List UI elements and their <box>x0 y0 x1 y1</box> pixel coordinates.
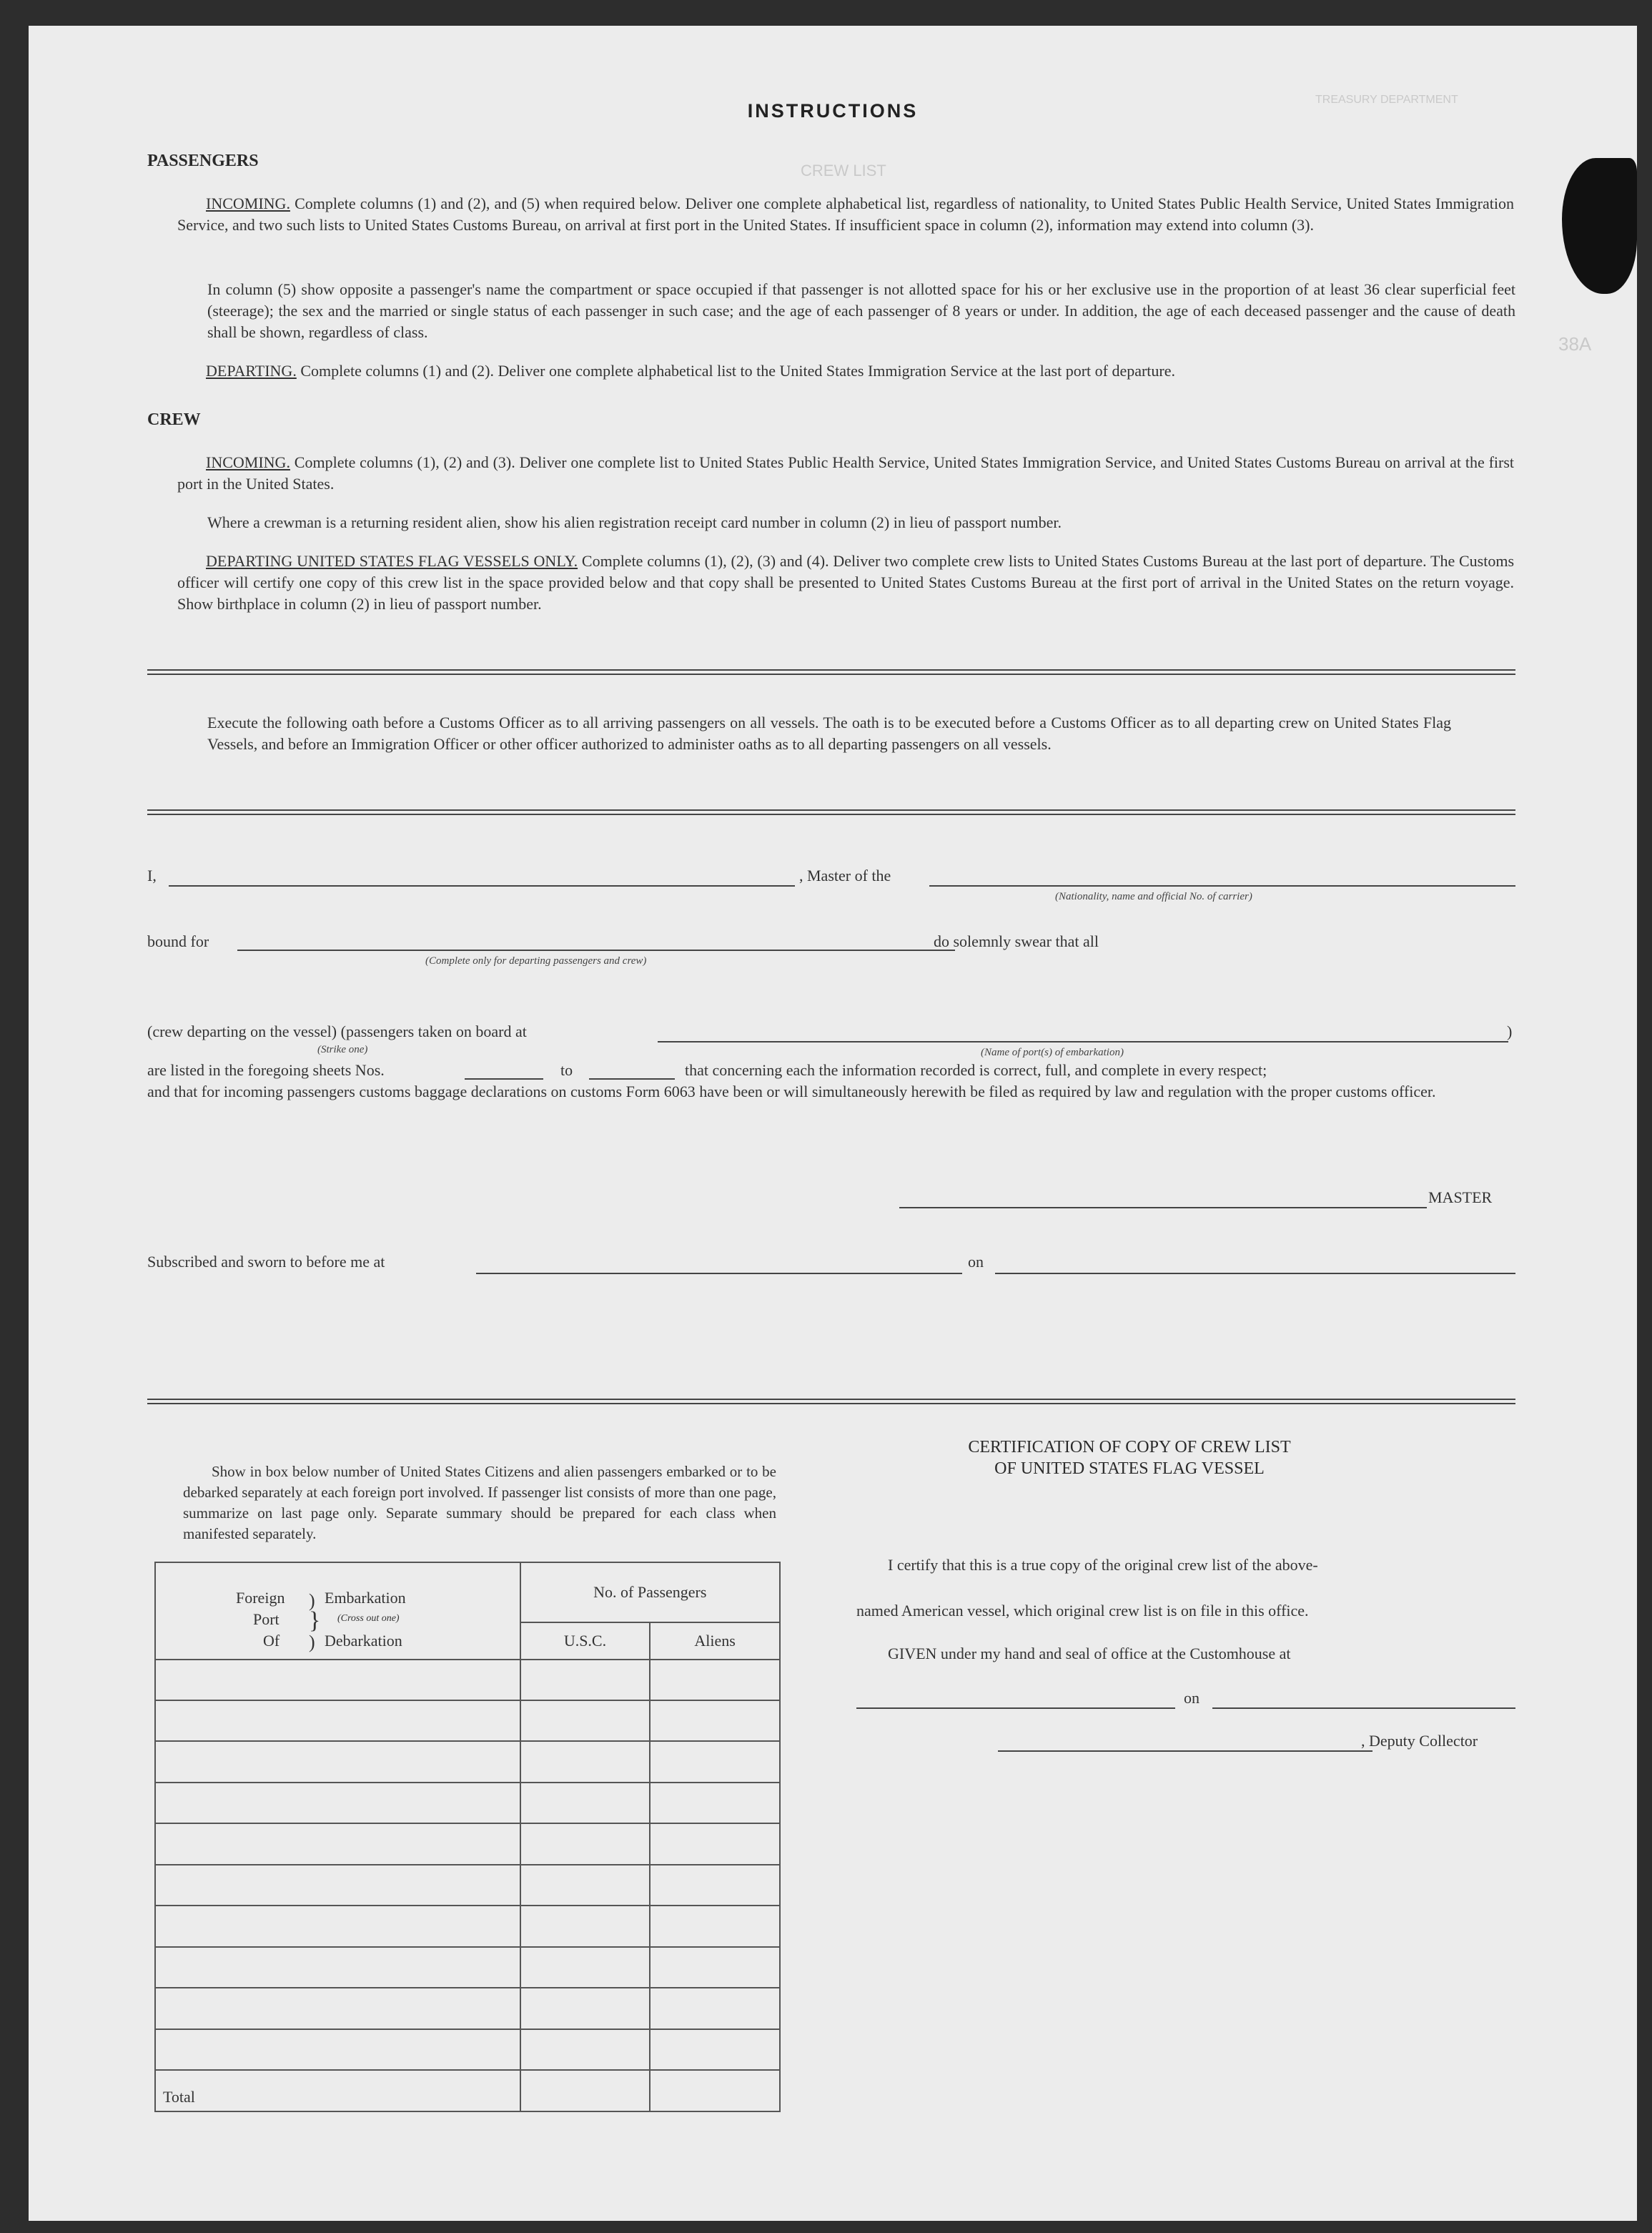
brace-glyph: ) <box>309 1589 315 1611</box>
port-header-cell <box>155 1562 520 1660</box>
crew-departing-paragraph <box>177 551 1514 615</box>
column5-paragraph <box>207 279 1515 343</box>
usc-cell[interactable] <box>520 1906 651 1946</box>
given-line: GIVEN under my hand and seal of office at the Customhouse at <box>888 1645 1291 1662</box>
usc-cell[interactable] <box>520 1660 651 1700</box>
table-row <box>155 1783 780 1823</box>
cross-out-caption: (Cross out one) <box>337 1612 400 1624</box>
crew-departing-label: DEPARTING UNITED STATES FLAG VESSELS ONLY. <box>206 552 578 570</box>
sworn-place-field[interactable] <box>476 1273 962 1274</box>
oath-intro-text: Execute the following oath before a Customs Officer as to all arriving passengers on all vessels. The oath is to be executed before a Customs Officer as to all departing crew on United States Flag Vessels, and before an Immigration Officer or other officer authorized to administer oaths as to all departing passengers on all vessels. <box>207 714 1451 753</box>
usc-total-cell[interactable] <box>520 2070 651 2111</box>
destination-field[interactable] <box>237 950 955 951</box>
column5-text: In column (5) show opposite a passenger's name the compartment or space occupied if that passenger is not allotted space for his or her exclusive use in the proportion of at least 36 clear superficial feet (steerage); the sex and the married or single status of each passenger in such case; and the age of each passenger of 8 years or under. In addition, the age of each deceased passenger and the cause of death shall be shown, regardless of class. <box>207 280 1515 341</box>
close-paren: ) <box>1507 1022 1513 1040</box>
deputy-collector-label: , Deputy Collector <box>1361 1732 1478 1750</box>
passengers-heading: PASSENGERS <box>147 152 259 170</box>
crew-incoming-label: INCOMING. <box>206 453 290 471</box>
port-cell[interactable] <box>155 1741 520 1782</box>
table-row <box>155 1865 780 1906</box>
table-row <box>155 1660 780 1700</box>
aliens-cell[interactable] <box>650 1741 780 1782</box>
listed-text-2: that concerning each the information recorded is correct, full, and complete in every respect; <box>685 1061 1267 1079</box>
ports-field[interactable] <box>658 1041 1508 1042</box>
usc-cell[interactable] <box>520 1741 651 1782</box>
port-cell[interactable] <box>155 1988 520 2029</box>
bleed-through-text: TREASURY DEPARTMENT <box>1315 94 1458 106</box>
ink-blot <box>1562 158 1637 294</box>
total-label: Total <box>155 2070 520 2111</box>
col-foreign: Foreign <box>236 1588 285 1607</box>
master-name-field[interactable] <box>169 885 795 887</box>
passengers-incoming-label: INCOMING. <box>206 194 290 212</box>
usc-cell[interactable] <box>520 2029 651 2070</box>
col-port: Port <box>253 1610 280 1628</box>
cert-on-label: on <box>1184 1689 1200 1707</box>
customhouse-field[interactable] <box>856 1707 1175 1709</box>
usc-cell[interactable] <box>520 1947 651 1988</box>
sheet-from-field[interactable] <box>465 1078 543 1080</box>
oath-i-label: I, <box>147 867 157 884</box>
certify-line1: I certify that this is a true copy of the original crew list of the above- <box>888 1556 1318 1574</box>
bound-for-label: bound for <box>147 932 209 950</box>
document-page <box>29 26 1637 2221</box>
col-embarkation: Embarkation <box>325 1588 406 1607</box>
section-divider <box>147 1399 1515 1404</box>
sworn-date-field[interactable] <box>995 1273 1515 1274</box>
master-signature-line[interactable] <box>899 1207 1427 1208</box>
port-cell[interactable] <box>155 2029 520 2070</box>
subscribed-label: Subscribed and sworn to before me at <box>147 1253 385 1271</box>
section-divider <box>147 669 1515 675</box>
usc-cell[interactable] <box>520 1700 651 1741</box>
usc-cell[interactable] <box>520 1988 651 2029</box>
table-row <box>155 1741 780 1782</box>
on-label: on <box>968 1253 984 1271</box>
col-of: Of <box>263 1631 280 1650</box>
crew-resident-text: Where a crewman is a returning resident alien, show his alien registration receipt card number in column (2) in lieu of passport number. <box>207 513 1062 531</box>
port-cell[interactable] <box>155 1865 520 1906</box>
master-of-label: , Master of the <box>799 867 891 884</box>
swear-label: do solemnly swear that all <box>934 932 1099 950</box>
total-row <box>155 2070 780 2111</box>
aliens-cell[interactable] <box>650 1906 780 1946</box>
usc-cell[interactable] <box>520 1823 651 1864</box>
aliens-cell[interactable] <box>650 1947 780 1988</box>
table-row <box>155 1823 780 1864</box>
usc-cell[interactable] <box>520 1783 651 1823</box>
crew-incoming-text: Complete columns (1), (2) and (3). Deliver one complete list to United States Public Health Service, United States Immigration Service, and United States Customs Bureau on arrival at the first port in the United States. <box>177 453 1515 493</box>
passengers-departing-label: DEPARTING. <box>206 362 297 380</box>
crew-departing-text: Complete columns (1), (2), (3) and (4). Deliver two complete crew lists to United States Customs Bureau at the last port of departure. The Customs officer will certify one copy of this crew list in the space provided below and that copy shall be presented to United States Customs Bureau at the first port of arrival in the United States on the return voyage. Show birthplace in column (2) in lieu of passport number. <box>177 552 1515 613</box>
page-title: INSTRUCTIONS <box>747 100 919 122</box>
col-aliens: Aliens <box>650 1622 780 1659</box>
ports-caption: (Name of port(s) of embarkation) <box>981 1047 1124 1058</box>
aliens-cell[interactable] <box>650 2029 780 2070</box>
summary-instructions-text: Show in box below number of United States Citizens and alien passengers embarked or to be debarked separately at each foreign port involved. If passenger list consists of more than one page, summarize on last page only. Separate summary should be prepared for each class when manifested separately. <box>183 1463 776 1542</box>
certification-title-line1: CERTIFICATION OF COPY OF CREW LIST <box>968 1438 1291 1456</box>
passengers-incoming-paragraph <box>177 193 1514 236</box>
bleed-through-text: 38A <box>1558 333 1592 355</box>
aliens-total-cell[interactable] <box>650 2070 780 2111</box>
sheet-to-field[interactable] <box>589 1078 675 1080</box>
aliens-cell[interactable] <box>650 1660 780 1700</box>
aliens-cell[interactable] <box>650 1988 780 2029</box>
master-label: MASTER <box>1428 1188 1493 1206</box>
port-cell[interactable] <box>155 1700 520 1741</box>
passenger-summary-table <box>154 1562 781 2112</box>
port-cell[interactable] <box>155 1783 520 1823</box>
cert-date-field[interactable] <box>1212 1707 1515 1709</box>
table-row <box>155 1947 780 1988</box>
complete-only-caption: (Complete only for departing passengers and crew) <box>425 955 647 967</box>
port-cell[interactable] <box>155 1947 520 1988</box>
brace-glyph: ) <box>309 1631 315 1652</box>
aliens-cell[interactable] <box>650 1865 780 1906</box>
aliens-cell[interactable] <box>650 1823 780 1864</box>
listed-text-3: and that for incoming passengers customs baggage declarations on customs Form 6063 have been or will simultaneously herewith be filed as required by law and regulation with the proper customs officer. <box>147 1083 1436 1100</box>
listed-sheets-label: are listed in the foregoing sheets Nos. <box>147 1061 385 1079</box>
port-cell[interactable] <box>155 1660 520 1700</box>
bleed-through-text: CREW LIST <box>801 162 886 179</box>
certification-title-line2: OF UNITED STATES FLAG VESSEL <box>994 1459 1265 1478</box>
port-cell[interactable] <box>155 1823 520 1864</box>
crew-heading: CREW <box>147 410 201 429</box>
to-label: to <box>560 1061 573 1079</box>
brace-glyph: } <box>309 1607 321 1634</box>
table-row <box>155 1988 780 2029</box>
aliens-cell[interactable] <box>650 1700 780 1741</box>
table-row <box>155 1700 780 1741</box>
oath-intro-paragraph <box>207 712 1451 755</box>
passengers-incoming-text: Complete columns (1) and (2), and (5) when required below. Deliver one complete alphabetical list, regardless of nationality, to United States Public Health Service, United States Immigration Service, and two such lists to United States Customs Bureau, on arrival at first port in the United States. If insufficient space in column (2), information may extend into column (3). <box>177 194 1515 234</box>
col-usc: U.S.C. <box>520 1622 651 1659</box>
crew-departing-label: (crew departing on the vessel) (passengers taken on board at <box>147 1022 527 1040</box>
aliens-cell[interactable] <box>650 1783 780 1823</box>
strike-one-caption: (Strike one) <box>317 1044 368 1055</box>
nationality-caption: (Nationality, name and official No. of carrier) <box>1055 891 1252 902</box>
crew-incoming-paragraph <box>177 452 1514 495</box>
crew-resident-paragraph <box>207 512 1515 533</box>
passengers-departing-text: Complete columns (1) and (2). Deliver one complete alphabetical list to the United States Immigration Service at the last port of departure. <box>300 362 1176 380</box>
deputy-signature-line[interactable] <box>998 1750 1372 1752</box>
table-row <box>155 2029 780 2070</box>
vessel-field[interactable] <box>929 885 1515 887</box>
table-row <box>155 1906 780 1946</box>
col-debarkation: Debarkation <box>325 1631 402 1650</box>
passengers-departing-paragraph <box>177 360 1514 382</box>
certify-line2: named American vessel, which original crew list is on file in this office. <box>856 1602 1309 1620</box>
port-cell[interactable] <box>155 1906 520 1946</box>
summary-instructions <box>183 1461 776 1544</box>
certification-title <box>901 1436 1358 1479</box>
section-divider <box>147 809 1515 815</box>
usc-cell[interactable] <box>520 1865 651 1906</box>
col-no-passengers: No. of Passengers <box>520 1562 780 1622</box>
